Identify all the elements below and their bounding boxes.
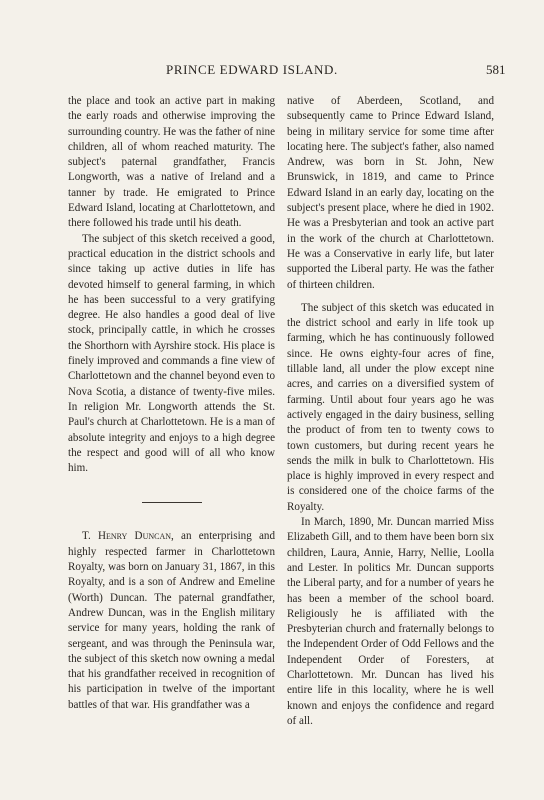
running-title: PRINCE EDWARD ISLAND. — [166, 62, 338, 77]
left-column — [68, 94, 275, 713]
paragraph-duncan-intro-text: an enterprising and highly respected farmer in Charlottetown Royalty, was born on January 31, 1867, in this Royalty, and is a son of Andrew and Emeline (Worth) Duncan. The paternal grandfather, Andrew Duncan, was in the English military service for many years, holding the rank of sergeant, and was through the Peninsula war, the subject of this sketch now owning a medal that his grandfather received in recognition of his participation in twelve of the important battles of that war. His grandfather was a — [68, 530, 275, 711]
paragraph-gap — [287, 293, 494, 301]
paragraph-grandfather: native of Aberdeen, Scotland, and subsequently came to Prince Edward Island, being in military service for some time after locating here. The subject's father, also named Andrew, was born in St. John, New Brunswick, in 1819, and came to Prince Edward Island in an early day, locating on the subject's present place, where he died in 1902. He was a Presbyterian and took an active part in the work of the church at Charlottetown. He was a Conservative in early life, but later supported the Liberal party. He was the father of thirteen children. — [287, 95, 494, 291]
right-column — [287, 94, 494, 729]
paragraph-duncan-intro — [68, 529, 275, 713]
page-header — [0, 62, 544, 80]
section-divider — [142, 502, 202, 503]
subject-name: T. Henry Duncan, — [82, 530, 174, 543]
paragraph-continuation: the place and took an active part in making the early roads and otherwise improving the surrounding country. He was the father of nine children, all of whom reached maturity. The subject's paternal grandfather, Francis Longworth, was a native of Ireland and a tanner by trade. He emigrated to Prince Edward Island, locating at Charlottetown, and there followed his trade until his death. — [68, 95, 275, 230]
paragraph-farming: The subject of this sketch was educated in the district school and early in life took up farming, which he has continuously followed since. He owns eighty-four acres of fine, tillable land, all under the plow except nine acres, and carries on a diversified system of farming. Until about four years ago he was actively engaged in the dairy business, selling the product of from ten to twenty cows to town customers, but during recent years he sends the milk in bulk to Charlottetown. His place is highly improved in every respect and is considered one of the choice farms of the Royalty. — [287, 301, 494, 513]
paragraph-family: In March, 1890, Mr. Duncan married Miss Elizabeth Gill, and to them have been born six children, Laura, Annie, Harry, Nellie, Loolla and Lester. In politics Mr. Duncan supports the Liberal party, and for a number of years he has been a member of the school board. Religiously he is affiliated with the Presbyterian church and fraternally belongs to the Independent Order of Odd Fellows and the Independent Order of Foresters, at Charlottetown. Mr. Duncan has lived his entire life in this locality, where he is well known and enjoys the confidence and regard of all. — [287, 516, 494, 727]
paragraph-education: The subject of this sketch received a good, practical education in the district schools and since taking up active duties in life has devoted himself to general farming, in which he has been successful to a very gratifying degree. He also handles a good deal of live stock, principally cattle, in which he crosses the Shorthorn with Ayrshire stock. His place is finely improved and commands a fine view of Charlottetown and the channel beyond even to Nova Scotia, a distance of twenty-five miles. In religion Mr. Longworth attends the St. Paul's church at Charlottetown. He is a man of absolute integrity and enjoys to a high degree the respect and good will of all who know him. — [68, 232, 275, 475]
page-number: 581 — [486, 62, 506, 77]
